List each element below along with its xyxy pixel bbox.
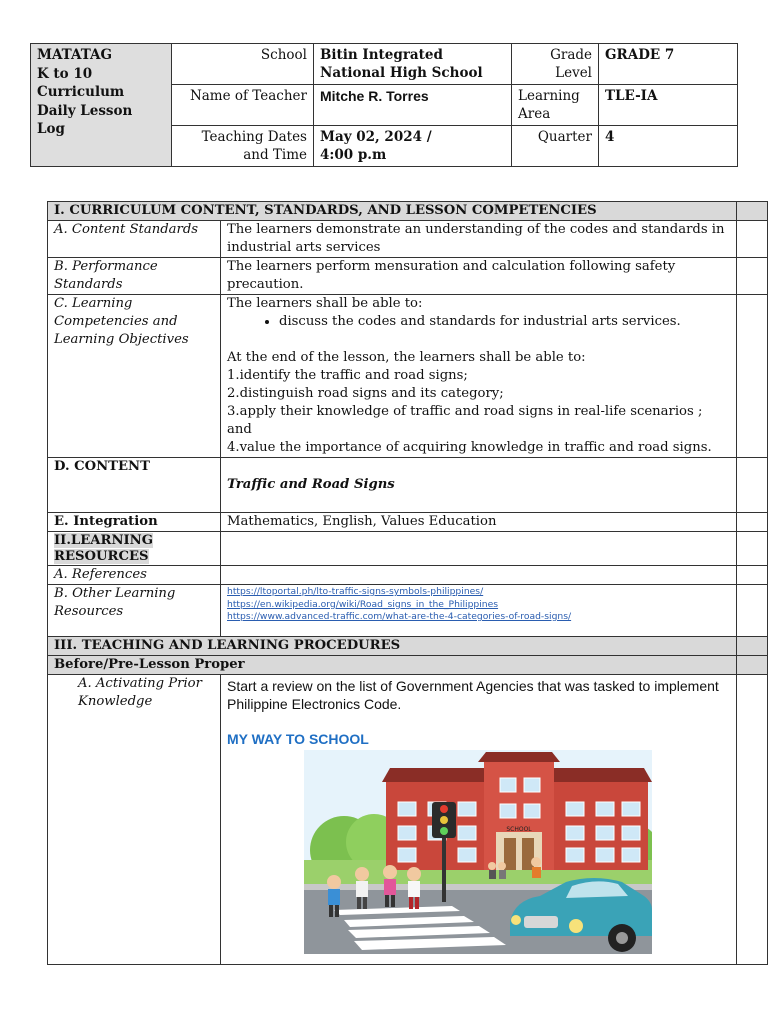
objective-item: 2.distinguish road signs and its category; — [227, 386, 504, 401]
school-label: School — [172, 44, 314, 85]
section-2-heading: II.LEARNING RESOURCES — [48, 532, 221, 566]
school-value: Bitin Integrated National High School — [314, 44, 512, 85]
objective-item: 1.identify the traffic and road signs; — [227, 368, 468, 383]
lesson-table — [47, 201, 768, 965]
resource-links — [221, 585, 737, 637]
resource-link-lto[interactable]: https://ltoportal.ph/lto-traffic-signs-symbols-philippines/ — [227, 586, 484, 597]
dll-title: MATATAG K to 10 Curriculum Daily Lesson Log — [31, 44, 172, 167]
quarter-value: 4 — [599, 126, 738, 167]
content-label: D. CONTENT — [48, 458, 221, 513]
header-table — [30, 43, 738, 167]
school-scene-illustration — [304, 750, 652, 954]
competencies-label: C. Learning Competencies and Learning Objectives — [48, 295, 221, 458]
competency-bullet: • discuss the codes and standards for industrial arts services. — [279, 313, 730, 331]
grade-value: GRADE 7 — [599, 44, 738, 85]
teacher-label: Name of Teacher — [172, 85, 314, 126]
objective-item: 3.apply their knowledge of traffic and road signs in real-life scenarios ; and — [227, 404, 703, 437]
integration-label: E. Integration — [48, 513, 221, 532]
activating-content — [221, 675, 737, 965]
quarter-label: Quarter — [512, 126, 599, 167]
dates-value: May 02, 2024 / 4:00 p.m — [314, 126, 512, 167]
performance-standards-value: The learners perform mensuration and calculation following safety precaution. — [221, 258, 737, 295]
competencies-value: The learners shall be able to: • discuss the codes and standards for industrial arts services. At the end of the lesson, the learners shall be able to: 1.identify the traffic and road signs; 2.distinguish road signs and its category; 3.apply their knowledge of traffic and road signs in real-life scenarios ; and 4.value the importance of acquiring knowledge in traffic and road signs. — [221, 295, 737, 458]
content-standards-label: A. Content Standards — [48, 221, 221, 258]
resource-link-advanced-traffic[interactable]: https://www.advanced-traffic.com/what-are-the-4-categories-of-road-signs/ — [227, 611, 572, 622]
grade-label: Grade Level — [512, 44, 599, 85]
content-value: Traffic and Road Signs — [221, 458, 737, 513]
resource-link-wikipedia[interactable]: https://en.wikipedia.org/wiki/Road_signs_in_the_Philippines — [227, 598, 499, 610]
area-value: TLE-IA — [599, 85, 738, 126]
integration-value: Mathematics, English, Values Education — [221, 513, 737, 532]
performance-standards-label: B. Performance Standards — [48, 258, 221, 295]
other-resources-label: B. Other Learning Resources — [48, 585, 221, 637]
dates-label: Teaching Dates and Time — [172, 126, 314, 167]
my-way-heading: MY WAY TO SCHOOL — [227, 731, 369, 747]
objective-item: 4.value the importance of acquiring knowledge in traffic and road signs. — [227, 440, 712, 455]
before-lesson-heading: Before/Pre-Lesson Proper — [48, 656, 737, 675]
teacher-value: Mitche R. Torres — [314, 85, 512, 126]
activating-label: A. Activating Prior Knowledge — [48, 675, 221, 965]
area-label: Learning Area — [512, 85, 599, 126]
section-1-heading: I. CURRICULUM CONTENT, STANDARDS, AND LESSON COMPETENCIES — [48, 202, 737, 221]
activating-text: Start a review on the list of Government Agencies that was tasked to implement Philippine Electronics Code. — [227, 678, 719, 712]
section-3-heading: III. TEACHING AND LEARNING PROCEDURES — [48, 637, 737, 656]
content-standards-value: The learners demonstrate an understanding of the codes and standards in industrial arts services — [221, 221, 737, 258]
references-label: A. References — [48, 566, 221, 585]
school-sign-text: SCHOOL — [506, 826, 532, 833]
